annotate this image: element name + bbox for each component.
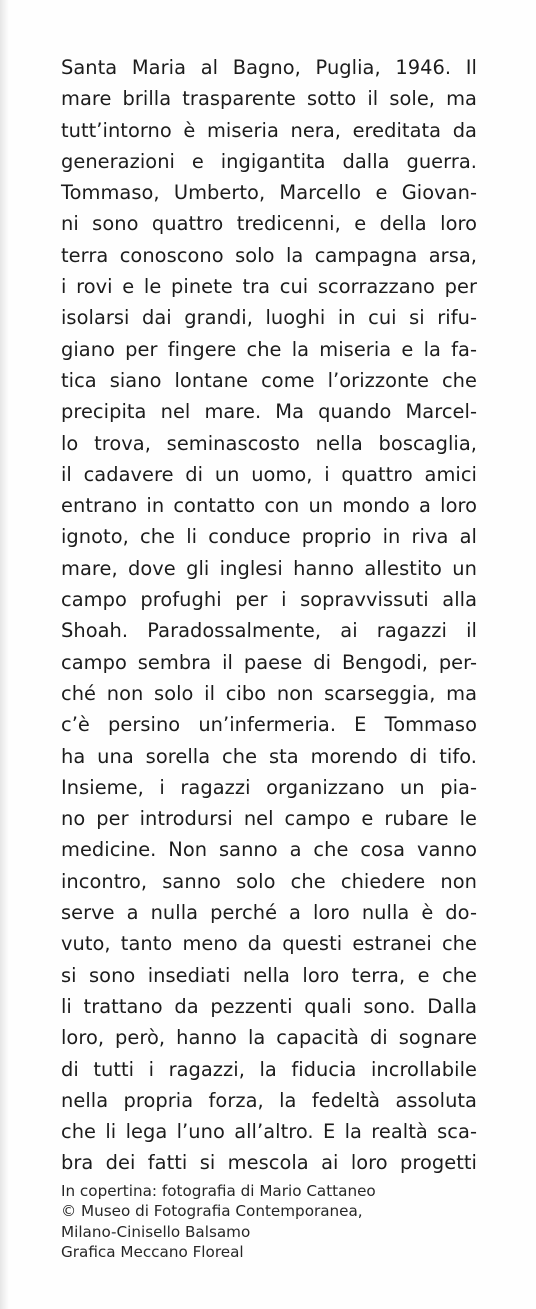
blurb-line: serve a nulla perché a loro nulla è do- bbox=[61, 901, 477, 925]
blurb-line: precipita nel mare. Ma quando Marcel- bbox=[61, 400, 477, 424]
blurb-line: tica siano lontane come l’orizzonte che bbox=[61, 368, 477, 392]
blurb-line: c’è persino un’infermeria. E Tommaso bbox=[61, 713, 477, 737]
blurb-line: Santa Maria al Bagno, Puglia, 1946. Il bbox=[61, 56, 477, 79]
blurb-line: lo trova, seminascosto nella boscaglia, bbox=[61, 431, 477, 455]
page-edge-shadow bbox=[0, 0, 9, 1309]
blurb-line: ignoto, che li conduce proprio in riva al bbox=[61, 525, 477, 549]
credit-line: In copertina: fotografia di Mario Cattaneo bbox=[61, 1182, 376, 1200]
blurb-text bbox=[61, 52, 477, 1179]
credit-line: Milano-Cinisello Balsamo bbox=[61, 1222, 251, 1241]
blurb-line: i rovi e le pinete tra cui scorrazzano per bbox=[61, 275, 477, 299]
blurb-line: incontro, sanno solo che chiedere non bbox=[61, 869, 477, 893]
blurb-line: nella propria forza, la fedeltà assoluta bbox=[61, 1088, 477, 1112]
blurb-line: medicine. Non sanno a che cosa vanno bbox=[61, 838, 477, 862]
blurb-line: campo profughi per i sopravvissuti alla bbox=[61, 588, 477, 612]
blurb-line: ché non solo il cibo non scarseggia, ma bbox=[61, 681, 477, 705]
blurb-line: campo sembra il paese di Bengodi, per- bbox=[61, 650, 477, 674]
blurb-line: che li lega l’uno all’altro. E la realtà sca- bbox=[61, 1120, 477, 1144]
blurb-line: mare brilla trasparente sotto il sole, ma bbox=[61, 87, 477, 111]
blurb-line: tutt’intorno è miseria nera, ereditata da bbox=[61, 118, 477, 142]
blurb-line: bra dei fatti si mescola ai loro progetti bbox=[61, 1151, 477, 1175]
blurb-line: li trattano da pezzenti quali sono. Dalla bbox=[61, 994, 477, 1018]
blurb-line: Insieme, i ragazzi organizzano un pia- bbox=[61, 775, 477, 799]
cover-credits bbox=[61, 1181, 481, 1262]
blurb-line: ha una sorella che sta morendo di tifo. bbox=[61, 744, 477, 768]
credit-line: Grafica Meccano Floreal bbox=[61, 1242, 244, 1261]
blurb-line: entrano in contatto con un mondo a loro bbox=[61, 494, 477, 518]
blurb-line: terra conoscono solo la campagna arsa, bbox=[61, 243, 477, 267]
blurb-line: Shoah. Paradossalmente, ai ragazzi il bbox=[61, 619, 477, 643]
blurb-line: ni sono quattro tredicenni, e della loro bbox=[61, 212, 477, 236]
blurb-line: di tutti i ragazzi, la fiducia incrollabile bbox=[61, 1057, 477, 1081]
blurb-line: si sono insediati nella loro terra, e che bbox=[61, 963, 477, 987]
blurb-line: giano per fingere che la miseria e la fa- bbox=[61, 337, 477, 361]
blurb-line: Tommaso, Umberto, Marcello e Giovan- bbox=[61, 181, 477, 205]
credit-line: © Museo di Fotografia Contemporanea, bbox=[61, 1202, 363, 1221]
blurb-line: generazioni e ingigantita dalla guerra. bbox=[61, 149, 477, 173]
blurb-line: loro, però, hanno la capacità di sognare bbox=[61, 1026, 477, 1050]
blurb-line: mare, dove gli inglesi hanno allestito un bbox=[61, 556, 477, 580]
blurb-line: il cadavere di un uomo, i quattro amici bbox=[61, 462, 477, 486]
blurb-line: isolarsi dai grandi, luoghi in cui si rifu- bbox=[61, 306, 477, 330]
blurb-line: no per introdursi nel campo e rubare le bbox=[61, 807, 477, 831]
blurb-line: vuto, tanto meno da questi estranei che bbox=[61, 932, 477, 956]
